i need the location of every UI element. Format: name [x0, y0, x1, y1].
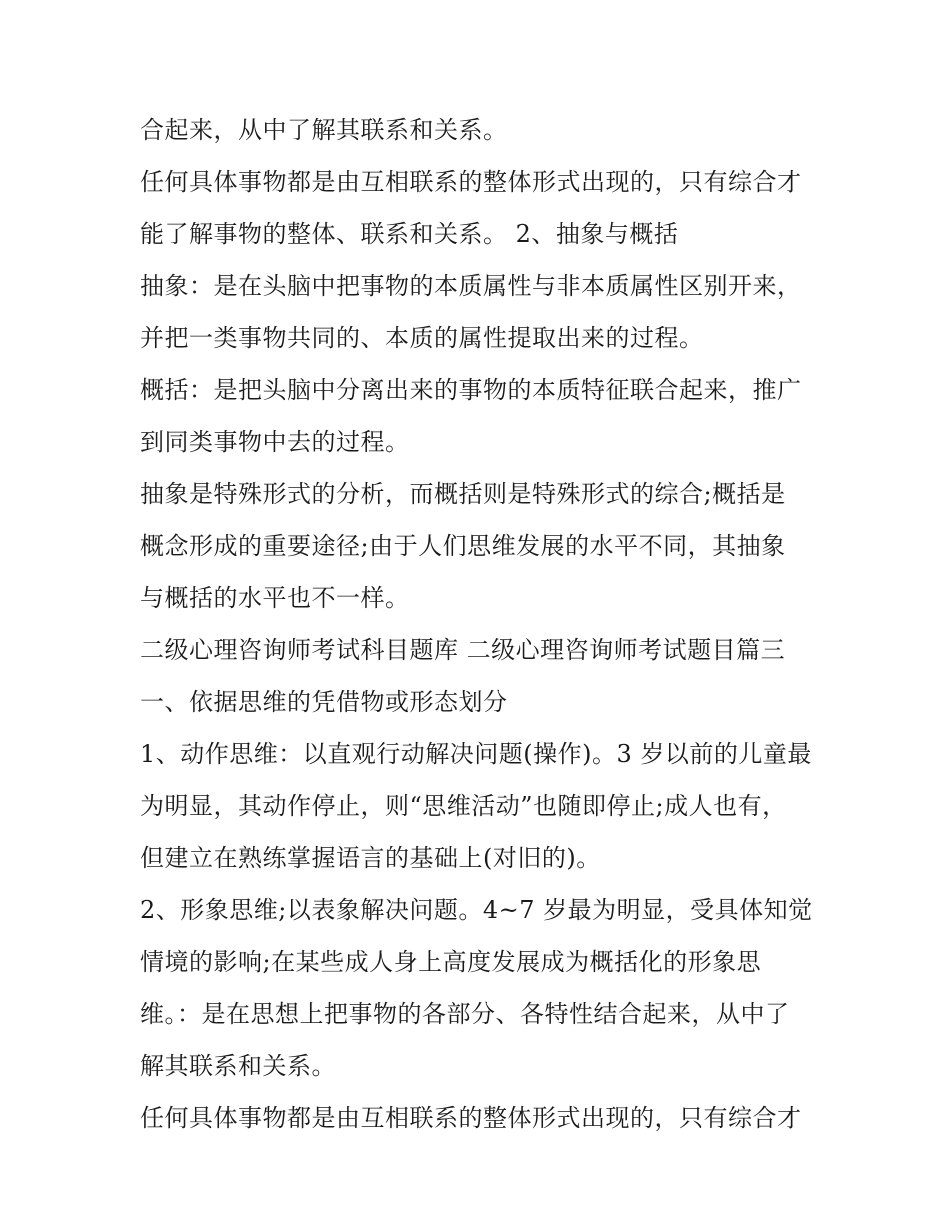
section-title: 二级心理咨询师考试科目题库 二级心理咨询师考试题目篇三 — [140, 636, 786, 664]
text-line: 到同类事物中去的过程。 — [140, 428, 410, 456]
text-line: 但建立在熟练掌握语言的基础上(对旧的)。 — [140, 844, 601, 872]
text-line: 与概括的水平也不一样。 — [140, 584, 410, 612]
text-line: 能了解事物的整体、联系和关系。 2、抽象与概括 — [140, 220, 679, 248]
text-line: 解其联系和关系。 — [140, 1052, 336, 1080]
text-line: 抽象是特殊形式的分析，而概括则是特殊形式的综合;概括是 — [140, 480, 786, 508]
text-line: 并把一类事物共同的、本质的属性提取出来的过程。 — [140, 324, 704, 352]
text-line: 1、动作思维：以直观行动解决问题(操作)。3 岁以前的儿童最 — [140, 740, 812, 768]
text-line: 维。：是在思想上把事物的各部分、各特性结合起来，从中了 — [140, 1000, 790, 1028]
text-line: 情境的影响;在某些成人身上高度发展成为概括化的形象思 — [140, 948, 762, 976]
text-line: 抽象：是在头脑中把事物的本质属性与非本质属性区别开来， — [140, 272, 802, 300]
text-line: 概念形成的重要途径;由于人们思维发展的水平不同，其抽象 — [140, 532, 786, 560]
text-line: 任何具体事物都是由互相联系的整体形式出现的，只有综合才 — [140, 168, 802, 196]
text-line: 合起来，从中了解其联系和关系。 — [140, 116, 508, 144]
document-body — [140, 104, 820, 1144]
text-line: 一、依据思维的凭借物或形态划分 — [140, 688, 508, 716]
text-line: 概括：是把头脑中分离出来的事物的本质特征联合起来，推广 — [140, 376, 802, 404]
text-line: 任何具体事物都是由互相联系的整体形式出现的，只有综合才 — [140, 1104, 802, 1132]
text-line: 2、形象思维;以表象解决问题。4~7 岁最为明显，受具体知觉 — [140, 896, 813, 924]
text-line: 为明显，其动作停止，则“思维活动”也随即停止;成人也有， — [140, 792, 787, 820]
